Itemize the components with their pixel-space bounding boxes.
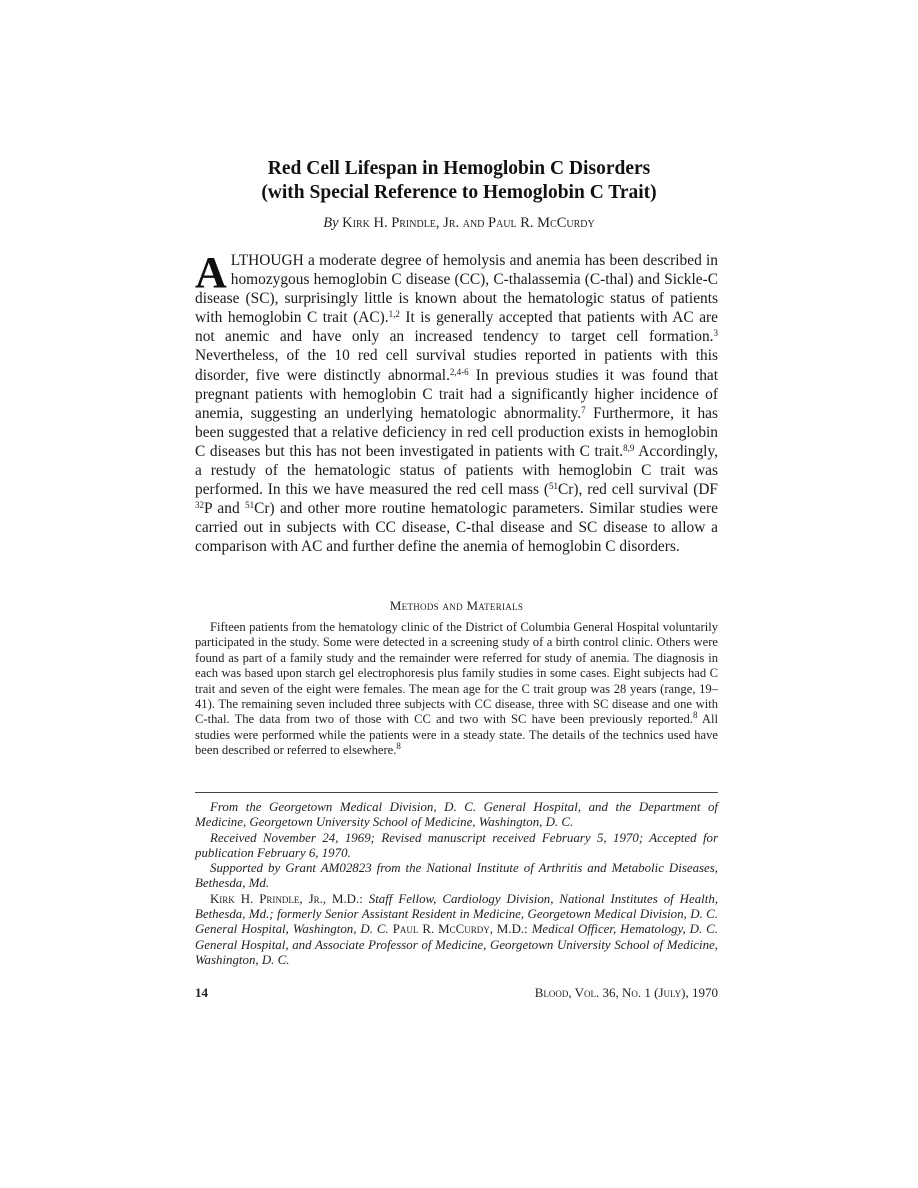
citation: 3 [713,328,718,339]
intro-text: Nevertheless, of the 10 red cell survival studies reported in patients with this disorder, five were distinctly abnormal. [195,347,718,384]
methods-paragraph [195,620,718,759]
journal-issue: 1 ( [641,985,659,1000]
article-title [150,157,768,205]
title-line-2: (with Special Reference to Hemoglobin C Trait) [261,182,657,203]
intro-text: Cr) and other more routine hematologic parameters. Similar studies were carried out in subjects with CC disease, C-thal disease and SC disease to allow a comparison with AC and further define the anemia of hemoglobin C disorders. [195,500,719,556]
author2-description: Medical Officer, Hematology, D. C. General Hospital, and Associate Professor of Medicine, Georgetown University School of Medicine, Washington, D. C. [195,922,718,967]
methods-text: Fifteen patients from the hematology clinic of the District of Columbia General Hospital voluntarily participated in the study. Some were detected in a screening study of a birth control clinic. Others were found as part of a family study and the remainder were referred for study of anemia. The diagnosis in each was based upon starch gel electrophoresis plus family studies in some cases. Eight subjects had C trait and seven of the eight were females. The mean age for the C trait group was 28 years (range, 19–41). The remaining seven included three subjects with CC disease, three with SC disease and one with C-thal. The data from two of those with CC and two with SC have been previously reported. [195,620,718,727]
footnote-authors [195,892,718,968]
byline-prefix: By [323,215,339,231]
drop-cap: A [195,248,227,297]
methods-text: All studies were performed while the patients were in a steady state. The details of the technics used have been described or referred to elsewhere. [195,712,719,758]
section-heading-methods: Methods and Materials [389,598,524,613]
citation: 2,4-6 [449,366,469,377]
intro-text: LTHOUGH a moderate degree of hemolysis and anemia has been described in homozygous hemoglobin C disease (CC), C-thalassemia (C-thal) and Sickle-C disease (SC), surprisingly little is known about the hematologic status of patients with hemoglobin C trait (AC). [195,252,718,327]
isotope-mass: 51 [245,500,255,511]
author1-description: Staff Fellow, Cardiology Division, National Institutes of Health, Bethesda, Md.; formerly Senior Assistant Resident in Medicine, Georgetown Medical Division, D. C. General Hospital, Washington, D. C. [195,891,718,937]
citation: 8 [692,710,698,721]
intro-text: Furthermore, it has been suggested that a relative deficiency in red cell production exists in hemoglobin C diseases but this has not been investigated in patients with C trait. [195,404,718,460]
footnote-received: Received November 24, 1969; Revised manuscript received February 5, 1970; Accepted for publication February 6, 1970. [195,830,718,860]
footnotes [195,800,718,968]
intro-text: Accordingly, a restudy of the hematologic status of patients with hemoglobin C trait was performed. In this we have measured the red cell mass ( [195,442,718,499]
author2-name: Paul R. McCurdy, M.D.: [392,922,528,937]
citation: 8 [396,741,401,752]
title-line-1: Red Cell Lifespan in Hemoglobin C Disorders [267,158,651,179]
isotope-mass: 32 [195,500,204,511]
page-number: 14 [195,985,208,1000]
journal-year: ), 1970 [681,985,718,1000]
author-names: Kirk H. Prindle, Jr. and Paul R. McCurdy [342,215,595,231]
intro-paragraph [195,248,719,557]
intro-text: P and [204,500,246,518]
byline [150,215,768,232]
journal-volume: 36, [599,985,623,1000]
footnote-divider [195,792,718,793]
journal-name: Blood, Vol. [534,985,600,1000]
footnote-affiliation: From the Georgetown Medical Division, D. C. General Hospital, and the Department of Medicine, Georgetown University School of Medicine, Washington, D. C. [195,800,718,830]
journal-month: July [658,985,682,1000]
footnote-support: Supported by Grant AM02823 from the National Institute of Arthritis and Metabolic Diseases, Bethesda, Md. [195,861,718,891]
citation: 8,9 [623,442,635,453]
journal-issue-label: No. [622,985,642,1000]
author1-name: Kirk H. Prindle, Jr., M.D.: [210,891,363,906]
journal-citation [535,985,718,1001]
intro-text: It is generally accepted that patients with AC are not anemic and have only an increased tendency to target cell formation. [195,309,718,346]
intro-text: In previous studies it was found that pregnant patients with hemoglobin C trait had a significantly higher incidence of anemia, suggesting an underlying hematologic abnormality. [195,366,719,422]
citation: 7 [581,404,586,415]
isotope-mass: 51 [549,481,558,492]
citation: 1,2 [388,309,400,320]
intro-text: Cr), red cell survival (DF [558,481,718,499]
